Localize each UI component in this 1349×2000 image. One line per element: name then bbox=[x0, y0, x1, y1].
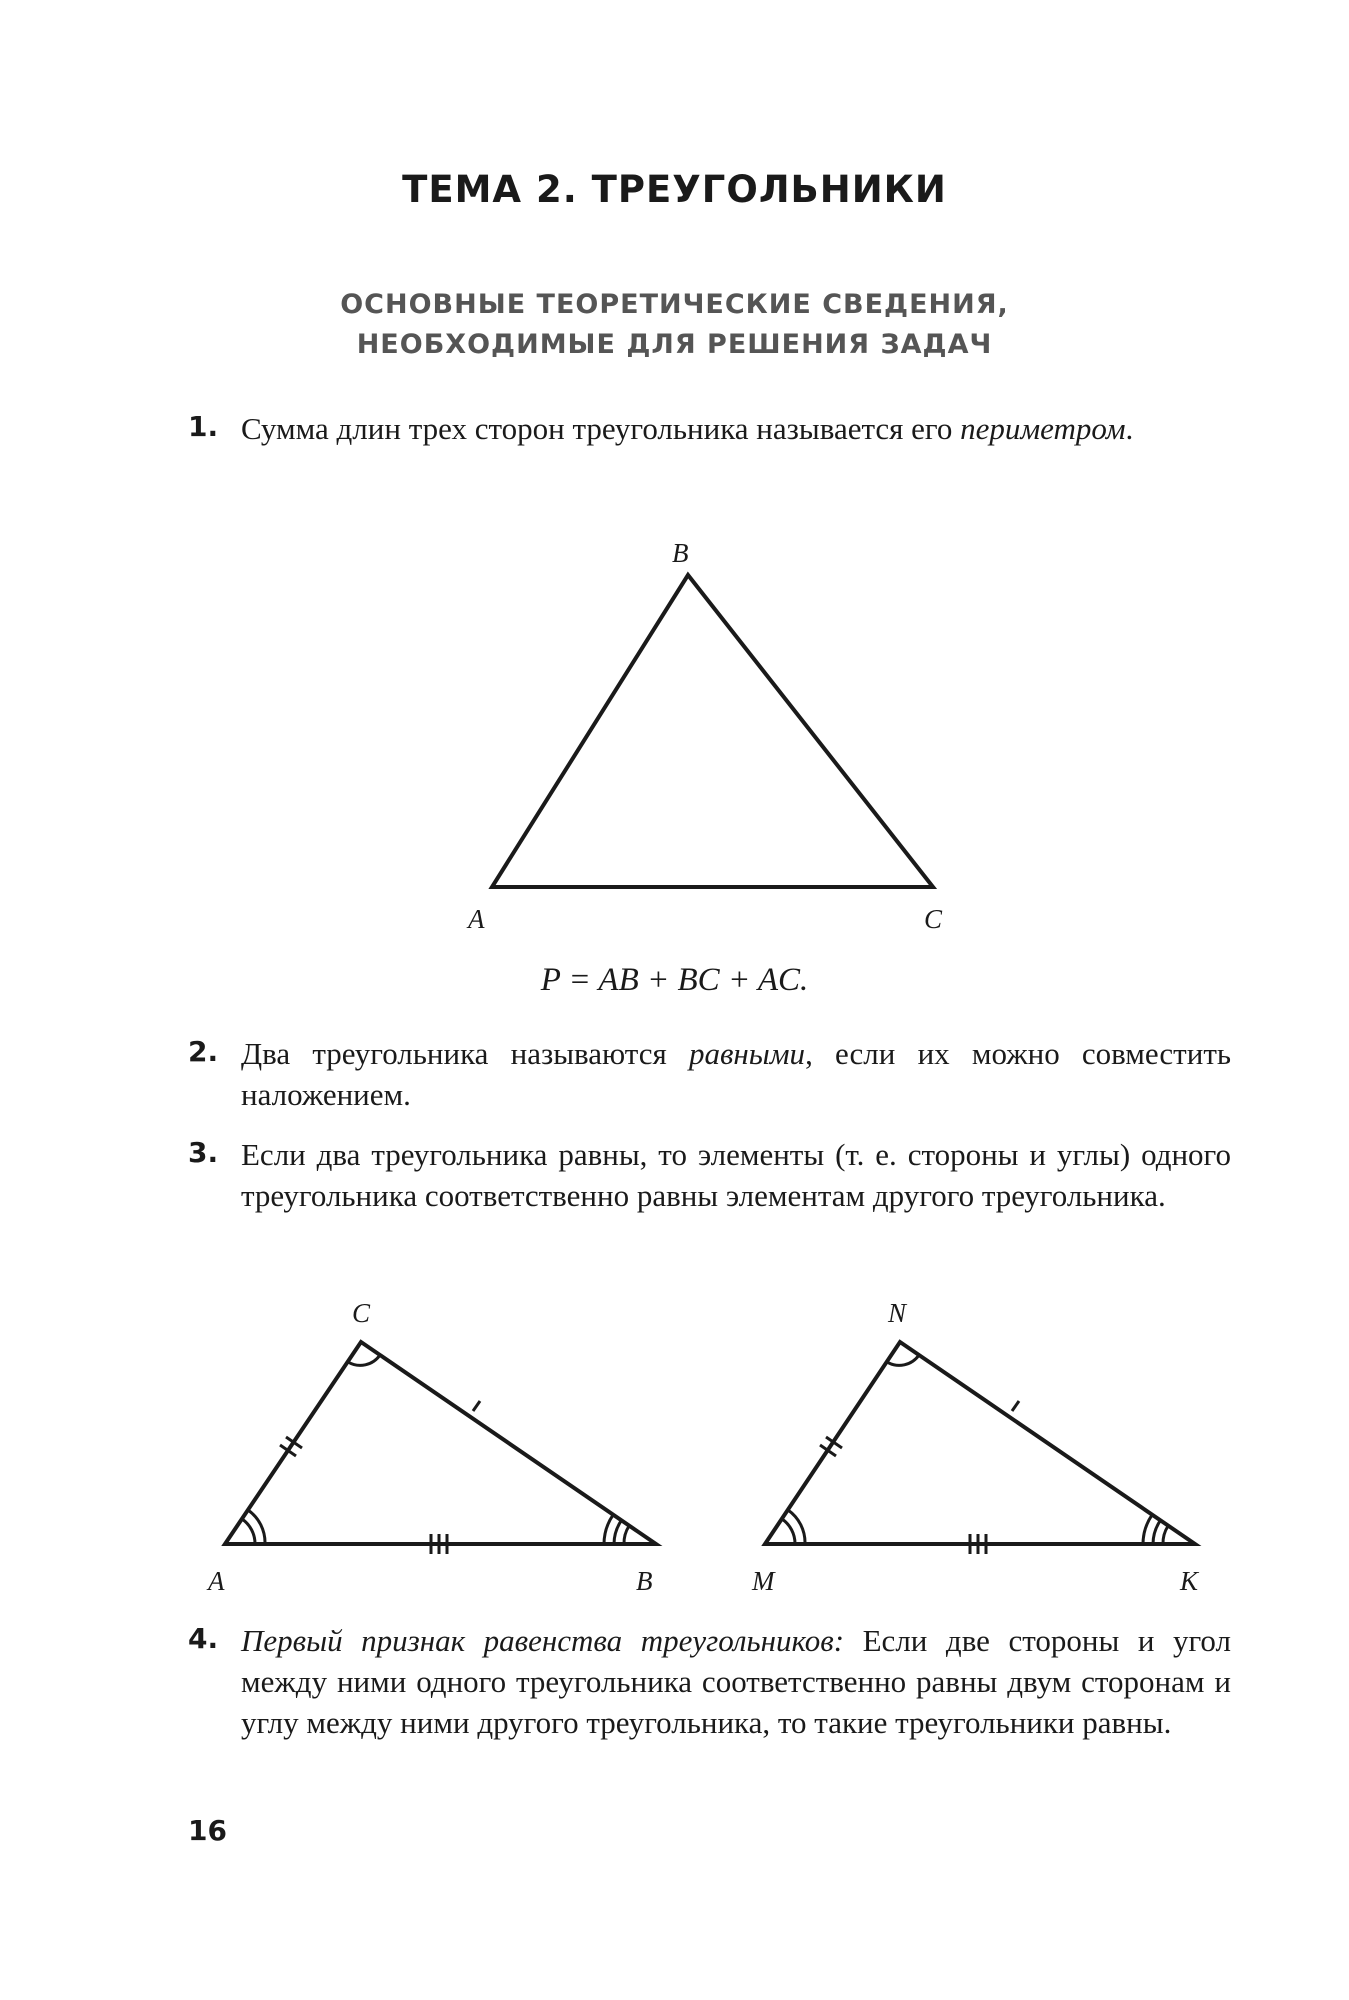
side-nk-tick bbox=[1012, 1401, 1019, 1411]
vertex-label-c: C bbox=[924, 904, 943, 934]
angle-k-arc-3 bbox=[1163, 1526, 1168, 1544]
subtitle-line-1: ОСНОВНЫЕ ТЕОРЕТИЧЕСКИЕ СВЕДЕНИЯ, bbox=[340, 289, 1009, 320]
angle-k-arc-2 bbox=[1153, 1521, 1160, 1544]
triangle-abc-figure bbox=[440, 530, 960, 950]
item-number-1: 1. bbox=[188, 410, 219, 443]
vertex-label-c2: C bbox=[352, 1298, 371, 1328]
item-number-2: 2. bbox=[188, 1035, 219, 1068]
triangle-abc bbox=[492, 575, 933, 887]
item-1-text bbox=[241, 408, 1231, 449]
vertex-label-a: A bbox=[468, 904, 485, 934]
item-1-emphasis: периметром bbox=[960, 411, 1126, 446]
item-4-text-after: Если две стороны и угол между ними одного треугольника соответственно равны двум сторонам и углу между ними другого треугольника, то такие треугольники равны. bbox=[241, 1623, 1231, 1740]
section-subtitle bbox=[0, 285, 1349, 365]
angle-m-arc-inner bbox=[782, 1519, 795, 1544]
item-number-3: 3. bbox=[188, 1136, 219, 1169]
page-number: 16 bbox=[188, 1814, 227, 1847]
congruent-triangles-figure bbox=[200, 1290, 1220, 1600]
angle-b-arc-3 bbox=[624, 1526, 629, 1544]
vertex-label-a2: A bbox=[208, 1566, 225, 1596]
side-cb-tick bbox=[473, 1401, 480, 1411]
vertex-label-b2: B bbox=[636, 1566, 653, 1596]
vertex-label-k: K bbox=[1180, 1566, 1199, 1596]
item-2-text bbox=[241, 1033, 1231, 1115]
subtitle-line-2: НЕОБХОДИМЫЕ ДЛЯ РЕШЕНИЯ ЗАДАЧ bbox=[356, 329, 993, 360]
vertex-label-b: B bbox=[672, 538, 689, 568]
item-4-text bbox=[241, 1620, 1231, 1743]
item-2-text-after: , если их можно совместить наложением. bbox=[241, 1036, 1232, 1112]
item-4-emphasis: Первый признак равенства треугольников: bbox=[241, 1623, 845, 1658]
item-2-text-before: Два треугольника называются bbox=[241, 1036, 689, 1071]
item-3-text: Если два треугольника равны, то элементы (т. е. стороны и углы) одного треугольника соответственно равны элементам другого треугольника. bbox=[241, 1137, 1231, 1213]
angle-k-arc-1 bbox=[1143, 1515, 1152, 1544]
item-2-emphasis: равными bbox=[688, 1036, 806, 1071]
angle-b-arc-1 bbox=[604, 1515, 613, 1544]
vertex-label-n: N bbox=[888, 1298, 907, 1328]
angle-a-arc-inner bbox=[242, 1519, 255, 1544]
item-1-text-before: Сумма длин трех сторон треугольника называется его bbox=[241, 411, 961, 446]
perimeter-formula: P = AB + BC + AC. bbox=[540, 962, 809, 998]
vertex-label-m: M bbox=[752, 1566, 775, 1596]
angle-b-arc-2 bbox=[614, 1521, 621, 1544]
triangle-acb bbox=[206, 1298, 656, 1596]
item-number-4: 4. bbox=[188, 1622, 219, 1655]
triangle-mnk bbox=[751, 1298, 1200, 1596]
item-1-text-after: . bbox=[1125, 411, 1134, 446]
page-title: ТЕМА 2. ТРЕУГОЛЬНИКИ bbox=[402, 168, 947, 211]
